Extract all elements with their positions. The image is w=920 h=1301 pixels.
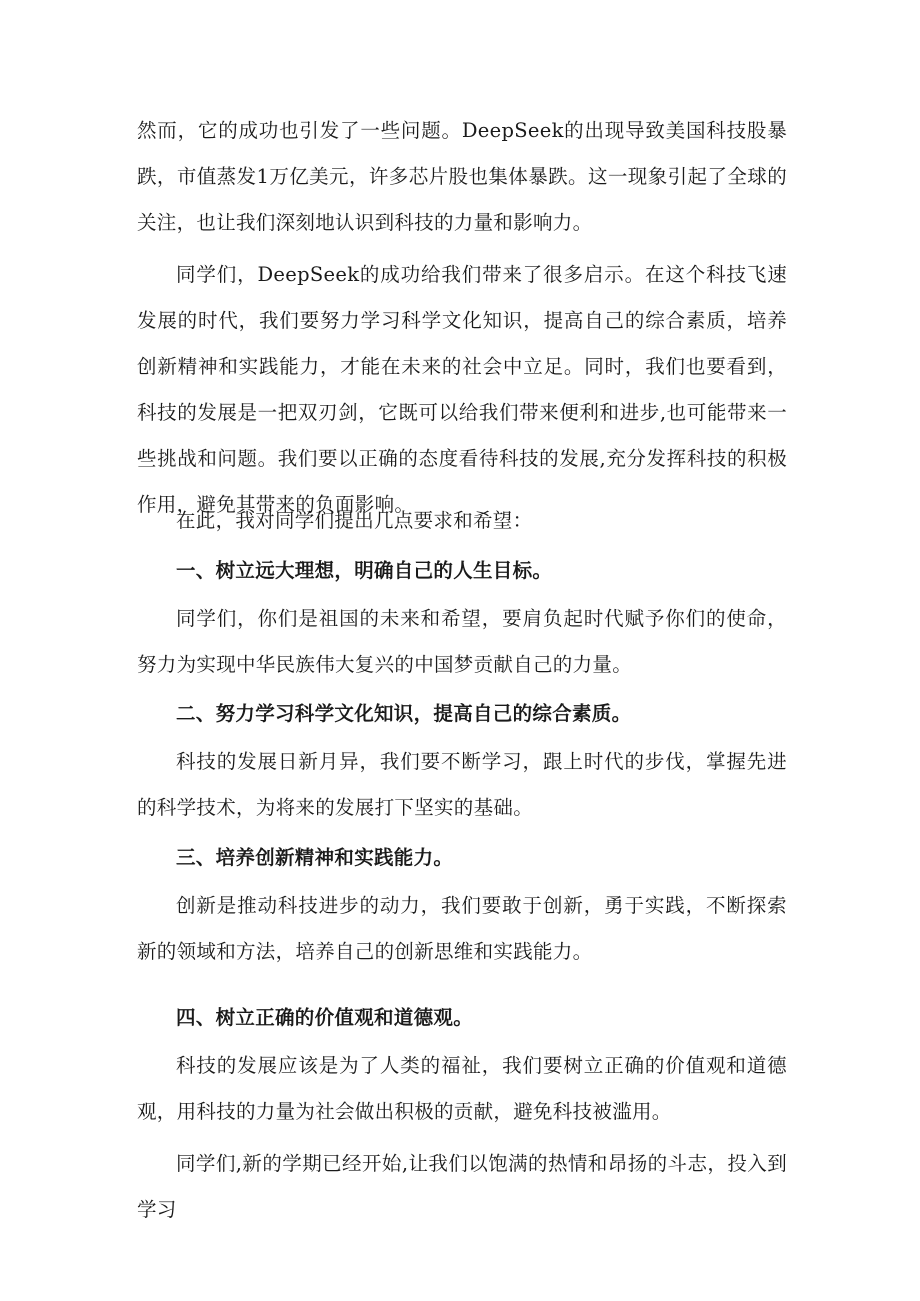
paragraph-closing: 同学们,新的学期已经开始,让我们以饱满的热情和昂扬的斗志，投入到学习 [137,1152,787,1221]
paragraph-requirements-intro: 在此，我对同学们提出几点要求和希望： [176,509,533,532]
paragraph-point-three: 创新是推动科技进步的动力，我们要敢于创新，勇于实践，不断探索新的领域和方法，培养自己的创新思维和实践能力。 [137,894,787,963]
heading-point-one: 一、树立远大理想，明确自己的人生目标。 [176,559,553,582]
heading-point-four: 四、树立正确的价值观和道德观。 [176,1006,474,1029]
heading-point-three: 三、培养创新精神和实践能力。 [176,846,454,869]
paragraph-inspiration: 同学们，DeepSeek的成功给我们带来了很多启示。在这个科技飞速发展的时代，我们要努力学习科学文化知识，提高自己的综合素质，培养创新精神和实践能力，才能在未来的社会中立足。同时，我们也要看到，科技的发展是一把双刃剑，它既可以给我们带来便利和进步,也可能带来一些挑战和问题。我们要以正确的态度看待科技的发展,充分发挥科技的积极作用，避免其带来的负面影响。 [137,263,787,516]
heading-point-two: 二、努力学习科学文化知识，提高自己的综合素质。 [176,702,632,725]
paragraph-impact: 然而，它的成功也引发了一些问题。DeepSeek的出现导致美国科技股暴跌，市值蒸发1万亿美元，许多芯片股也集体暴跌。这一现象引起了全球的关注，也让我们深刻地认识到科技的力量和影响力。 [137,119,787,234]
paragraph-point-four: 科技的发展应该是为了人类的福祉，我们要树立正确的价值观和道德观，用科技的力量为社会做出积极的贡献，避免科技被滥用。 [137,1054,787,1123]
paragraph-point-two: 科技的发展日新月异，我们要不断学习，跟上时代的步伐，掌握先进的科学技术，为将来的发展打下坚实的基础。 [137,750,787,819]
paragraph-point-one: 同学们，你们是祖国的未来和希望，要肩负起时代赋予你们的使命，努力为实现中华民族伟大复兴的中国梦贡献自己的力量。 [137,607,787,676]
